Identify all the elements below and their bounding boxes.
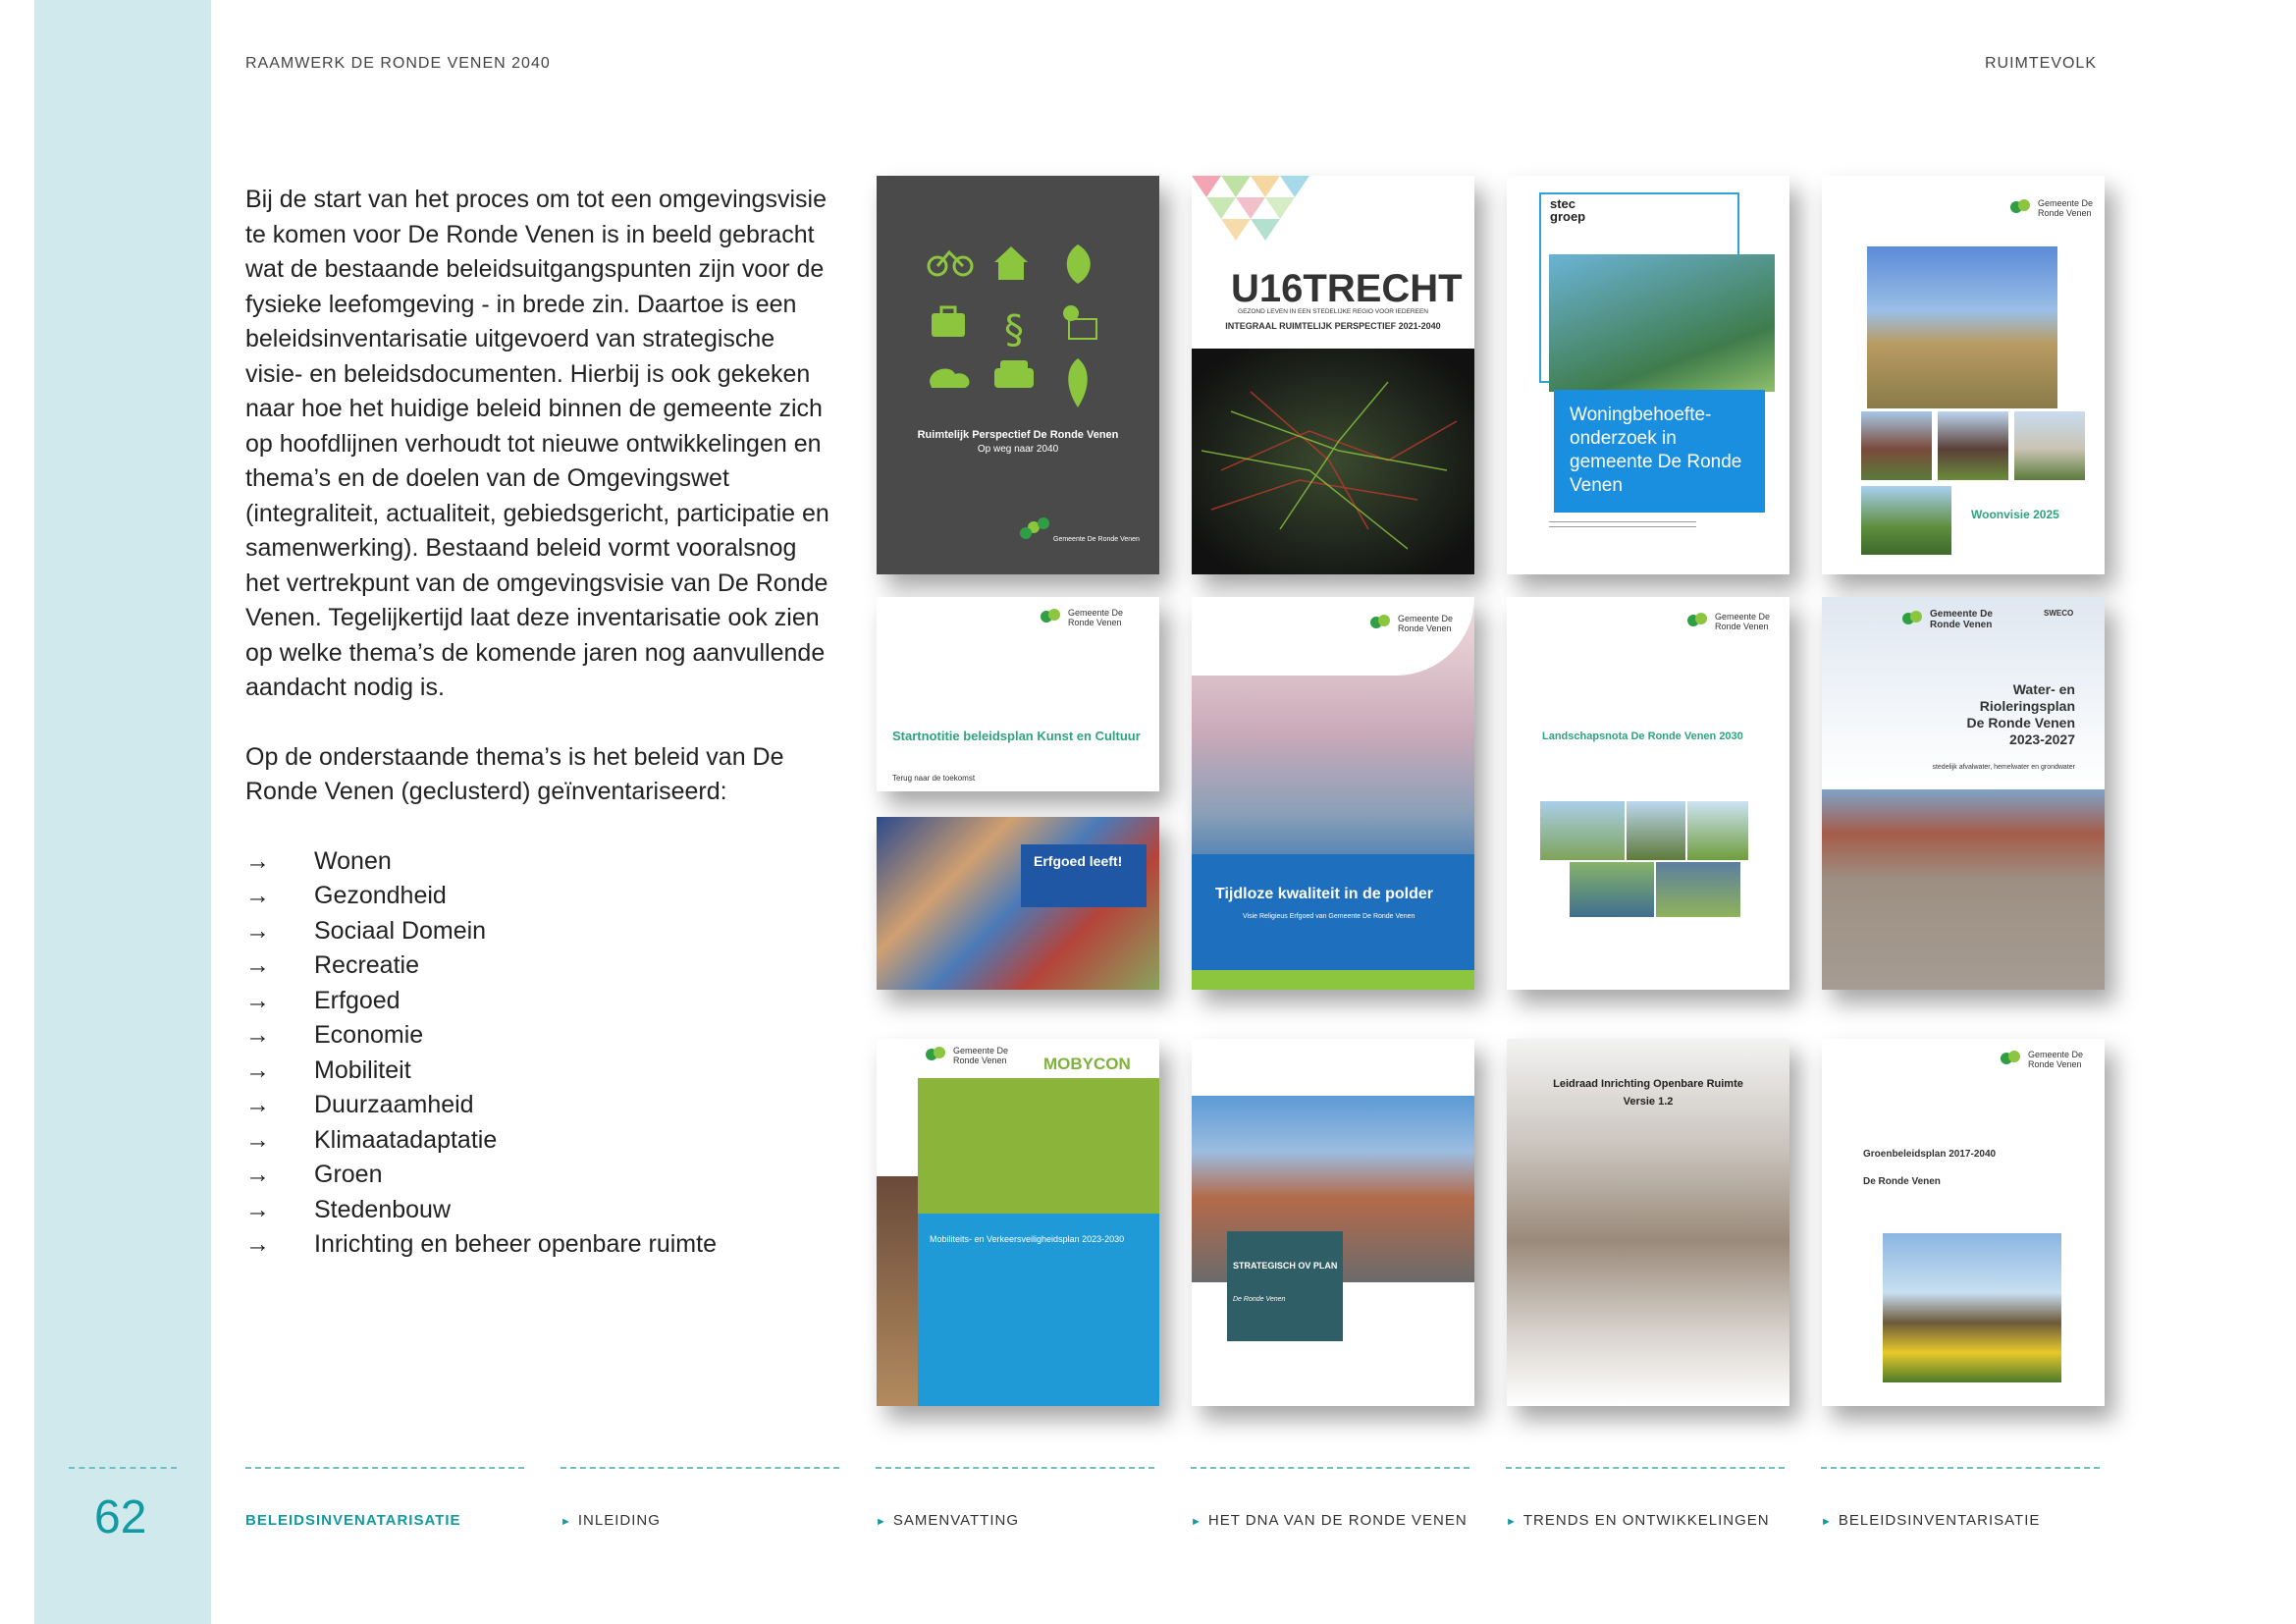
doc-subtitle: Op weg naar 2040 <box>977 444 1059 455</box>
theme-item <box>245 879 834 914</box>
doc-u16trecht <box>1192 176 1474 574</box>
theme-item <box>245 1193 834 1228</box>
doc-title: Leidraad Inrichting Openbare Ruimte <box>1553 1078 1743 1090</box>
mobycon-brand: MOBYCON <box>1043 1055 1131 1073</box>
running-header-title: RAAMWERK DE RONDE VENEN 2040 <box>245 55 551 72</box>
running-header-brand: RUIMTEVOLK <box>1984 55 2097 72</box>
body-text <box>245 183 834 1263</box>
footer-nav-samenvatting[interactable]: ► SAMENVATTING <box>876 1512 1020 1529</box>
arrow-icon: → <box>245 1091 270 1118</box>
theme-icons <box>877 176 1159 574</box>
arrow-icon: → <box>245 882 270 909</box>
doc-title: Water- en Rioleringsplan De Ronde Venen 2023-2027 <box>1966 681 2075 747</box>
theme-item <box>245 984 834 1019</box>
theme-label: Groen <box>314 1161 383 1188</box>
arrow-icon: → <box>245 1125 270 1154</box>
doc-erfgoed-leeft <box>877 817 1159 990</box>
theme-label: Duurzaamheid <box>314 1091 474 1118</box>
theme-item <box>245 1088 834 1123</box>
arrow-icon: → <box>245 1230 270 1258</box>
theme-label: Sociaal Domein <box>314 916 487 945</box>
doc-landschapsnota <box>1507 597 1789 990</box>
arrow-icon: → <box>245 986 270 1014</box>
gemeente-logo: Gemeente De Ronde Venen <box>1900 609 2018 630</box>
footer-divider <box>245 1467 524 1469</box>
sidebar-band <box>34 0 211 1624</box>
street-photo <box>1822 789 2105 990</box>
doc-subtitle: Terug naar de toekomst <box>892 774 976 783</box>
theme-item <box>245 948 834 984</box>
aerial-photo <box>1549 254 1775 392</box>
gemeente-logo: Gemeente De Ronde Venen <box>1039 607 1127 628</box>
arrow-icon: → <box>245 1021 270 1049</box>
arrow-icon: → <box>245 1056 270 1084</box>
doc-title: Landschapsnota De Ronde Venen 2030 <box>1542 731 1743 742</box>
svg-text:§: § <box>1004 307 1024 352</box>
arrow-icon: → <box>245 951 270 979</box>
doc-subtitle: stedelijk afvalwater, hemelwater en grondwater <box>1932 764 2075 771</box>
doc-title: Erfgoed leeft! <box>1034 853 1123 869</box>
doc-title: Ruimtelijk Perspectief De Ronde Venen <box>917 429 1119 441</box>
footer-nav-dna[interactable]: ► HET DNA VAN DE RONDE VENEN <box>1191 1512 1468 1529</box>
stec-brand: stec groep <box>1550 196 1586 224</box>
theme-item <box>245 914 834 949</box>
doc-strategisch-ov-plan <box>1192 1039 1474 1406</box>
intro-paragraph: Bij de start van het proces om tot een omgevingsvisie te komen voor De Ronde Venen is in beeld gebracht wat de bestaande beleidsuitgangspunten zijn voor de fysieke leefomgeving - in brede zin. Daartoe is een beleidsinventarisatie uitgevoerd van strategische visie- en beleidsdocumenten. Hierbij is ook gekeken naar hoe het huidige beleid binnen de gemeente zich op hoofdlijnen verhoudt tot nieuwe ontwikkelingen en thema’s en de doelen van de Omgevingswet (integraliteit, actualiteit, gebiedsgericht, participatie en samenwerking). Bestaand beleid vormt vooralsnog het vertrekpunt van de omgevingsvisie van De Ronde Venen. Tegelijkertijd laat deze inventarisatie ook zien op welke thema’s de komende jaren nog aanvullende aandacht nodig is. <box>245 186 829 701</box>
doc-version: Versie 1.2 <box>1623 1096 1674 1108</box>
doc-mobiliteitsplan <box>877 1039 1159 1406</box>
theme-label: Economie <box>314 1021 424 1049</box>
doc-groenbeleidsplan <box>1822 1039 2105 1406</box>
themes-list <box>245 844 834 1263</box>
doc-woonvisie <box>1822 176 2105 574</box>
theme-label: Gezondheid <box>314 882 447 909</box>
doc-title: Mobiliteits- en Verkeersveiligheidsplan 2023-2030 <box>930 1234 1125 1244</box>
tree-photo <box>1883 1233 2061 1382</box>
logo-text: Gemeente De Ronde Venen <box>1053 536 1140 543</box>
gemeente-logo: Gemeente De Ronde Venen <box>2008 197 2105 219</box>
arrow-icon: → <box>245 1161 270 1188</box>
arrow-icon: → <box>245 846 270 875</box>
doc-subtitle: Visie Religieus Erfgoed van Gemeente De Ronde Venen <box>1243 913 1415 920</box>
gemeente-logo: Gemeente De Ronde Venen <box>1999 1049 2087 1070</box>
theme-item <box>245 1227 834 1263</box>
doc-subtitle: De Ronde Venen <box>1233 1296 1286 1303</box>
theme-item <box>245 1054 834 1089</box>
doc-ruimtelijk-perspectief <box>877 176 1159 574</box>
theme-label: Wonen <box>314 846 392 875</box>
theme-label: Erfgoed <box>314 986 400 1014</box>
doc-kunst-cultuur <box>877 597 1159 791</box>
doc-title: Groenbeleidsplan 2017-2040 <box>1863 1149 1997 1160</box>
footer-nav-inleiding[interactable]: ► INLEIDING <box>561 1512 661 1529</box>
footer-divider <box>561 1467 839 1469</box>
sidebar-divider <box>69 1467 177 1469</box>
footer-nav-current[interactable]: BELEIDSINVENATARISATIE <box>245 1512 461 1529</box>
doc-tijdloze-kwaliteit <box>1192 597 1474 990</box>
theme-item <box>245 844 834 880</box>
theme-label: Recreatie <box>314 951 419 979</box>
doc-title: Startnotitie beleidsplan Kunst en Cultuur <box>892 729 1141 743</box>
doc-tagline: GEZOND LEVEN IN EEN STEDELIJKE REGIO VOOR IEDEREEN <box>1238 308 1428 315</box>
arrow-icon: → <box>245 916 270 945</box>
doc-title: Woningbehoefte-onderzoek in gemeente De Ronde Venen <box>1570 405 1742 496</box>
page-number: 62 <box>94 1491 147 1543</box>
gemeente-logo: Gemeente De Ronde Venen <box>1685 611 1774 632</box>
doc-subtitle: De Ronde Venen <box>1863 1176 1941 1187</box>
doc-water-rioleringsplan <box>1822 597 2105 990</box>
theme-label: Mobiliteit <box>314 1056 411 1084</box>
themes-intro-paragraph: Op de onderstaande thema’s is het beleid van De Ronde Venen (geclusterd) geïnventariseerd: <box>245 742 784 805</box>
doc-leidraad-openbare-ruimte <box>1507 1039 1789 1406</box>
sweco-brand: SWECO <box>2044 609 2074 618</box>
footer-nav-beleidsinventarisatie[interactable]: ► BELEIDSINVENTARISATIE <box>1821 1512 2041 1529</box>
footer-divider <box>1191 1467 1469 1469</box>
theme-label: Klimaatadaptatie <box>314 1125 498 1154</box>
arrow-icon: → <box>245 1195 270 1223</box>
doc-woningbehoefte <box>1507 176 1789 574</box>
gemeente-logo <box>1020 517 1049 539</box>
u16-cover-art <box>1192 176 1474 574</box>
theme-item <box>245 1123 834 1159</box>
theme-label: Inrichting en beheer openbare ruimte <box>314 1230 717 1258</box>
doc-title: Woonvisie 2025 <box>1971 508 2059 521</box>
footer-divider <box>876 1467 1154 1469</box>
doc-title: STRATEGISCH OV PLAN <box>1233 1261 1338 1271</box>
theme-item <box>245 1158 834 1193</box>
footer-divider <box>1821 1467 2100 1469</box>
gemeente-logo: Gemeente De Ronde Venen <box>1368 613 1457 634</box>
theme-item <box>245 1018 834 1054</box>
theme-label: Stedenbouw <box>314 1195 452 1223</box>
doc-title: U16TRECHT <box>1231 267 1463 310</box>
doc-subtitle: INTEGRAAL RUIMTELIJK PERSPECTIEF 2021-2040 <box>1225 321 1441 331</box>
gemeente-logo: Gemeente De Ronde Venen <box>924 1045 1012 1066</box>
footer-nav-trends[interactable]: ► TRENDS EN ONTWIKKELINGEN <box>1506 1512 1770 1529</box>
footer-divider <box>1506 1467 1785 1469</box>
doc-title: Tijdloze kwaliteit in de polder <box>1215 886 1433 902</box>
